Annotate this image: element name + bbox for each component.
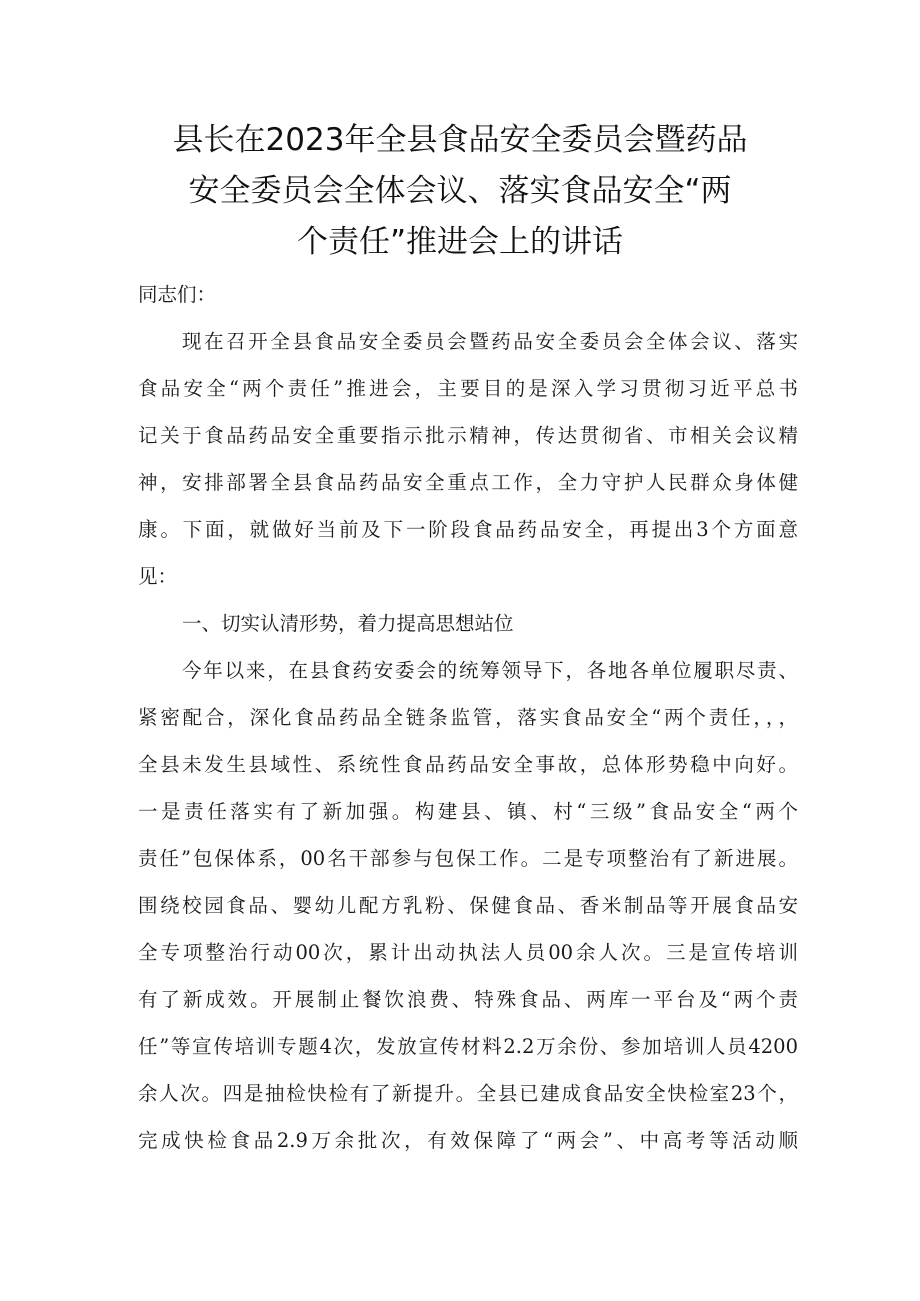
paragraph-line: 紧密配合，深化食品药品全链条监管，落实食品安全“两个责任，，， xyxy=(138,706,798,729)
paragraph-line: 康。下面，就做好当前及下一阶段食品药品安全，再提出3个方面意 xyxy=(138,518,798,541)
paragraph-line: 有了新成效。开展制止餐饮浪费、特殊食品、两库一平台及“两个责 xyxy=(138,988,798,1011)
paragraph-line: 全专项整治行动00次，累计出动执法人员00余人次。三是宣传培训 xyxy=(138,941,798,964)
paragraph-line: 余人次。四是抽检快检有了新提升。全县已建成食品安全快检室23个， xyxy=(138,1082,798,1105)
paragraph-line: 一是责任落实有了新加强。构建县、镇、村“三级”食品安全“两个 xyxy=(138,800,798,823)
salutation: 同志们： xyxy=(138,283,217,306)
paragraph-line: 记关于食品药品安全重要指示批示精神，传达贯彻省、市相关会议精 xyxy=(138,424,798,447)
paragraph-line: 全县未发生县域性、系统性食品药品安全事故，总体形势稳中向好。 xyxy=(138,753,798,776)
paragraph-line: 神，安排部署全县食品药品安全重点工作，全力守护人民群众身体健 xyxy=(138,471,798,494)
paragraph-intro xyxy=(138,318,798,600)
paragraph-line: 食品安全“两个责任”推进会，主要目的是深入学习贯彻习近平总书 xyxy=(138,377,798,400)
document-body xyxy=(138,271,798,1164)
paragraph-line: 责任”包保体系，00名干部参与包保工作。二是专项整治有了新进展。 xyxy=(138,847,798,870)
section-heading: 一、切实认清形势，着力提高思想站位 xyxy=(182,612,514,635)
title-line: 个责任”推进会上的讲话 xyxy=(296,224,624,260)
paragraph-line: 完成快检食品2.9万余批次，有效保障了“两会”、中高考等活动顺 xyxy=(138,1129,798,1152)
paragraph-line: 任”等宣传培训专题4次，发放宣传材料2.2万余份、参加培训人员4200 xyxy=(138,1035,798,1058)
title-line: 安全委员会全体会议、落实食品安全“两 xyxy=(188,173,732,209)
paragraph-line: 现在召开全县食品安全委员会暨药品安全委员会全体会议、落实 xyxy=(182,330,798,353)
paragraph-situation xyxy=(138,647,798,1164)
document-title xyxy=(140,115,780,268)
paragraph-line: 今年以来，在县食药安委会的统筹领导下，各地各单位履职尽责、 xyxy=(182,659,798,682)
paragraph-line: 围绕校园食品、婴幼儿配方乳粉、保健食品、香米制品等开展食品安 xyxy=(138,894,798,917)
paragraph-line: 见： xyxy=(138,565,178,588)
title-line: 县长在2023年全县食品安全委员会暨药品 xyxy=(172,122,748,158)
